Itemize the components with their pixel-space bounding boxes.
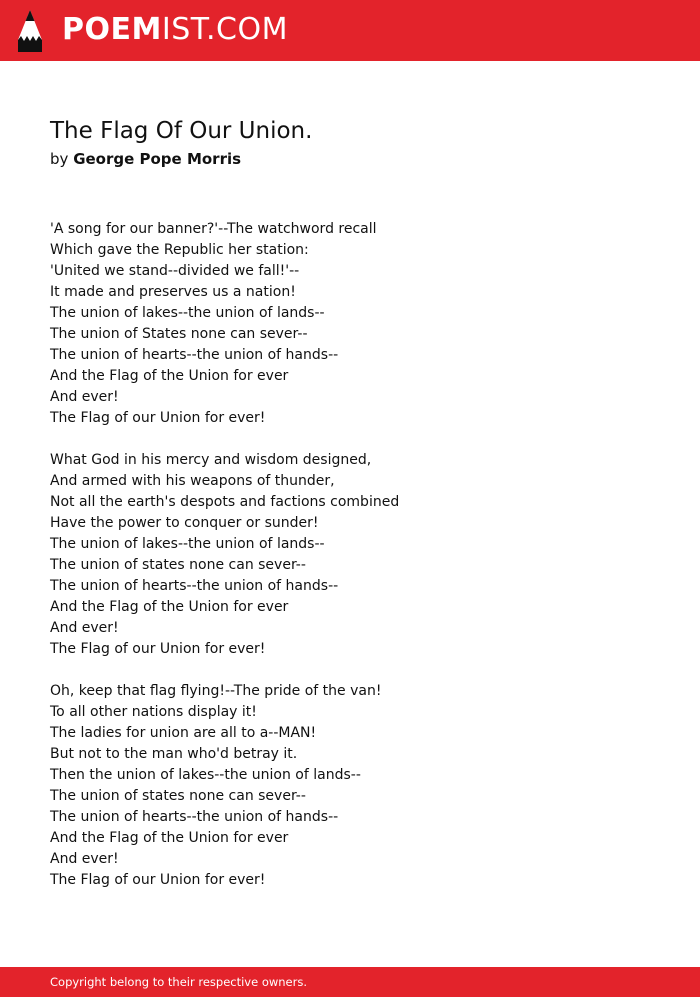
poem-line: The union of hearts--the union of hands--: [50, 578, 339, 594]
poem-body: [50, 219, 670, 912]
poem-line: The Flag of our Union for ever!: [50, 641, 266, 657]
pencil-icon: [18, 10, 42, 52]
poem-line: 'United we stand--divided we fall!'--: [50, 263, 300, 279]
byline: [50, 149, 241, 169]
poem-line: And ever!: [50, 851, 119, 867]
poem-line: It made and preserves us a nation!: [50, 284, 296, 300]
poem-line: The union of states none can sever--: [50, 557, 306, 573]
poem-line: 'A song for our banner?'--The watchword recall: [50, 221, 377, 237]
poem-line: Then the union of lakes--the union of lands--: [50, 767, 361, 783]
poem-line: The union of States none can sever--: [50, 326, 308, 342]
poem-line: And the Flag of the Union for ever: [50, 599, 289, 615]
poem-line: Oh, keep that flag flying!--The pride of the van!: [50, 683, 382, 699]
poem-line: The Flag of our Union for ever!: [50, 872, 266, 888]
logo-bold-text: POEM: [62, 12, 162, 47]
poem-line: The union of hearts--the union of hands--: [50, 809, 339, 825]
site-logo[interactable]: [62, 12, 288, 48]
poem-line: The union of states none can sever--: [50, 788, 306, 804]
byline-prefix: by: [50, 150, 69, 168]
stanza: [50, 219, 670, 429]
footer-bar: [0, 967, 700, 997]
poem-line: And ever!: [50, 620, 119, 636]
poem-line: The union of hearts--the union of hands--: [50, 347, 339, 363]
poem-title: The Flag Of Our Union.: [50, 118, 313, 144]
logo-light-text: IST.COM: [161, 12, 288, 47]
poem-line: The Flag of our Union for ever!: [50, 410, 266, 426]
poem-line: And armed with his weapons of thunder,: [50, 473, 335, 489]
poem-line: And the Flag of the Union for ever: [50, 368, 289, 384]
copyright-text: Copyright belong to their respective owners.: [50, 975, 308, 989]
poem-line: To all other nations display it!: [50, 704, 257, 720]
header-bar: [0, 0, 700, 61]
poem-line: Which gave the Republic her station:: [50, 242, 309, 258]
poem-line: And ever!: [50, 389, 119, 405]
poem-line: Have the power to conquer or sunder!: [50, 515, 319, 531]
poem-line: Not all the earth's despots and factions combined: [50, 494, 400, 510]
poem-line: What God in his mercy and wisdom designed,: [50, 452, 372, 468]
poem-line: But not to the man who'd betray it.: [50, 746, 298, 762]
author-name: George Pope Morris: [73, 150, 242, 168]
poem-line: And the Flag of the Union for ever: [50, 830, 289, 846]
poem-line: The union of lakes--the union of lands--: [50, 305, 325, 321]
stanza: [50, 681, 670, 891]
stanza: [50, 450, 670, 660]
poem-line: The union of lakes--the union of lands--: [50, 536, 325, 552]
poem-line: The ladies for union are all to a--MAN!: [50, 725, 317, 741]
